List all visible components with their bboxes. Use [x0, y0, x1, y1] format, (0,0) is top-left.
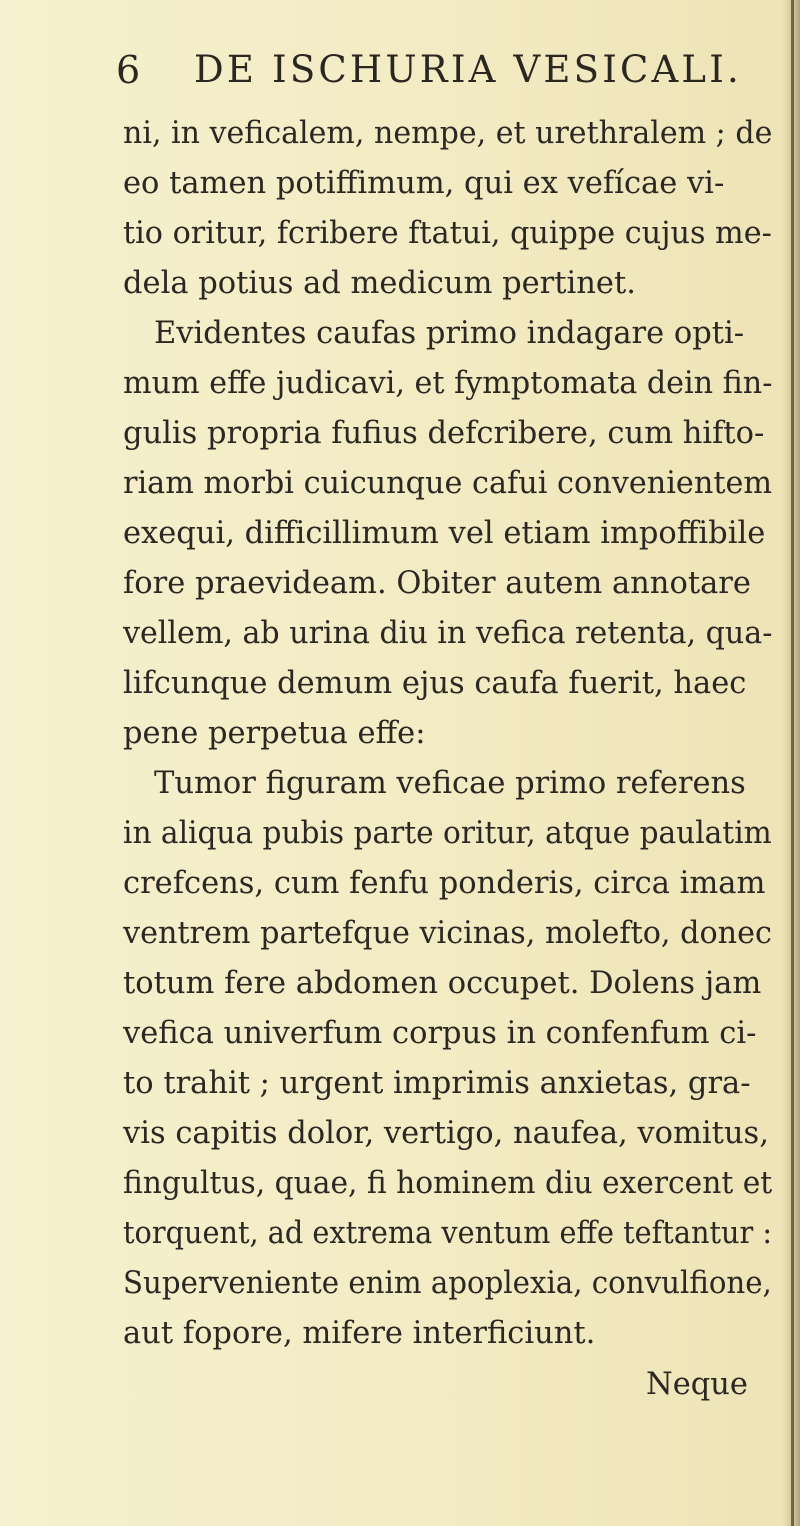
text-line-12: lifcunque demum ejus caufa fuerit, haec	[123, 666, 747, 701]
text-line-16: crefcens, cum fenfu ponderis, circa imam	[123, 866, 766, 901]
catchword: Neque	[646, 1367, 748, 1402]
text-line-2: eo tamen potiffimum, qui ex vefícae vi-	[123, 166, 725, 201]
text-line-21: vis capitis dolor, vertigo, naufea, vomitus,	[123, 1116, 769, 1151]
text-line-6: mum effe judicavi, et fymptomata dein fin-	[123, 366, 773, 401]
running-title: DE ISCHURIA VESICALI.	[194, 48, 742, 91]
page-header	[0, 44, 800, 94]
text-line-7: gulis propria fufius defcribere, cum hifto-	[123, 416, 765, 451]
text-line-23: torquent, ad extrema ventum effe teftantur :	[123, 1216, 773, 1251]
text-line-25: aut fopore, mifere interficiunt.	[123, 1316, 596, 1351]
text-line-13: pene perpetua effe:	[123, 716, 426, 751]
text-line-3: tio oritur, fcribere ftatui, quippe cujus me-	[123, 216, 772, 251]
text-line-14: Tumor figuram veficae primo referens	[154, 766, 746, 801]
text-line-10: fore praevideam. Obiter autem annotare	[123, 566, 751, 601]
text-line-19: vefica univerfum corpus in confenfum ci-	[123, 1016, 757, 1051]
text-line-22: fingultus, quae, fi hominem diu exercent et	[123, 1166, 773, 1201]
text-line-17: ventrem partefque vicinas, molefto, donec	[123, 916, 772, 951]
text-line-24: Superveniente enim apoplexia, convulfione,	[123, 1266, 772, 1301]
text-line-11: vellem, ab urina diu in vefica retenta, qua-	[123, 616, 773, 651]
text-line-8: riam morbi cuicunque cafui convenientem	[123, 466, 773, 501]
page-binding-edge	[791, 0, 794, 1526]
text-line-15: in aliqua pubis parte oritur, atque paulatim	[123, 816, 772, 851]
text-line-5: Evidentes caufas primo indagare opti-	[154, 316, 745, 351]
text-line-1: ni, in veficalem, nempe, et urethralem ; de	[123, 116, 773, 151]
text-line-20: to trahit ; urgent imprimis anxietas, gra-	[123, 1066, 751, 1101]
text-line-18: totum fere abdomen occupet. Dolens jam	[123, 966, 762, 1001]
page-number: 6	[116, 48, 141, 92]
text-line-9: exequi, difficillimum vel etiam impoffibile	[123, 516, 766, 551]
text-line-4: dela potius ad medicum pertinet.	[123, 266, 636, 301]
